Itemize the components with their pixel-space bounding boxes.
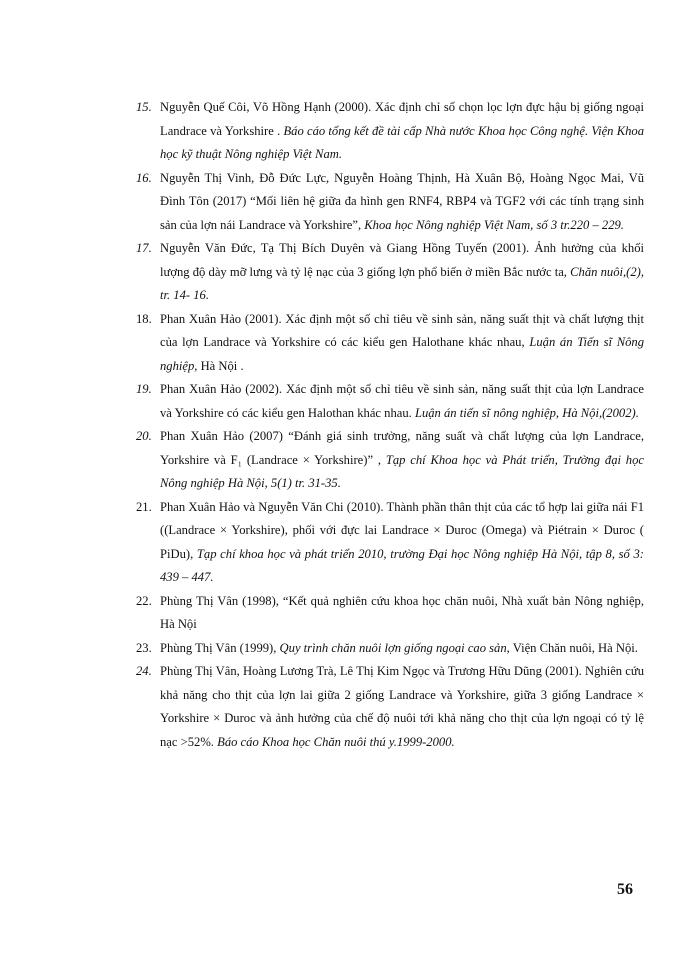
reference-source: Tạp chí Khoa học và Phát triển, Trường đại học Nông nghiệp Hà Nội, 5(1) tr. 31-35. bbox=[160, 452, 644, 490]
reference-source: Báo cáo Khoa học Chăn nuôi thú y.1999-2000. bbox=[217, 734, 455, 749]
reference-text: Phùng Thị Vân (1998), “Kết quả nghiên cứu khoa học chăn nuôi, Nhà xuất bản Nông nghiệp, Hà Nội bbox=[160, 593, 644, 631]
reference-text: Nguyễn Văn Đức, Tạ Thị Bích Duyên và Giang Hồng Tuyến (2001). Ảnh hưởng của khối lượng độ dày mỡ lưng và tỷ lệ nạc của 3 giống lợn phổ biến ở miền Bắc nước ta, bbox=[160, 241, 644, 279]
reference-list bbox=[136, 96, 644, 754]
reference-number: 19. bbox=[136, 382, 152, 396]
reference-item bbox=[136, 378, 644, 425]
page-number: 56 bbox=[617, 881, 633, 898]
reference-source: Luận án tiến sĩ nông nghiệp, Hà Nội,(2002). bbox=[414, 405, 639, 420]
reference-number: 17. bbox=[136, 241, 152, 255]
reference-source: Chăn nuôi,(2), tr. 14- 16. bbox=[160, 264, 644, 302]
reference-source: Báo cáo tổng kết đề tài cấp Nhà nước Khoa học Công nghệ. Viện Khoa học kỹ thuật Nông nghiệp Việt Nam. bbox=[160, 123, 645, 161]
reference-source: Luận án Tiến sĩ Nông nghiệp bbox=[160, 335, 645, 373]
reference-item bbox=[136, 637, 644, 661]
reference-text: Phùng Thị Vân, Hoàng Lương Trà, Lê Thị Kim Ngọc và Trương Hữu Dũng (2001). Nghiên cứu khả năng cho thịt của lợn lai giữa 2 giống Landrace và Yorkshire, giữa 3 giống Landrace × Yorkshire × Duroc và ảnh hưởng của chế độ nuôi tới khả năng cho thịt của lợn ngoại có tỷ lệ nạc >52%. bbox=[160, 664, 644, 749]
reference-item bbox=[136, 96, 644, 167]
reference-item bbox=[136, 590, 644, 637]
reference-text: Phan Xuân Hảo (2002). Xác định một số chỉ tiêu về sinh sản, năng suất thịt của lợn Landrace và Yorkshire có các kiểu gen Halothan khác nhau. bbox=[160, 382, 644, 420]
reference-number: 21. bbox=[136, 499, 152, 514]
reference-tail: , Hà Nội . bbox=[194, 358, 244, 373]
reference-item bbox=[136, 237, 644, 308]
reference-number: 18. bbox=[136, 311, 152, 326]
reference-source: Quy trình chăn nuôi lợn giống ngoại cao sản bbox=[279, 640, 507, 655]
reference-number: 15. bbox=[136, 100, 152, 114]
reference-number: 23. bbox=[136, 640, 152, 655]
reference-item bbox=[136, 167, 644, 238]
reference-item bbox=[136, 425, 644, 496]
reference-number: 24. bbox=[136, 664, 152, 678]
reference-text: Phan Xuân Hảo (2007) “Đánh giá sinh trưởng, năng suất và chất lượng của lợn Landrace, Yorkshire và F₁ (Landrace × Yorkshire)” , bbox=[160, 429, 644, 467]
reference-source: Tạp chí khoa học và phát triển 2010, trường Đại học Nông nghiệp Hà Nội, tập 8, số 3: 439 – 447. bbox=[160, 546, 645, 584]
reference-item bbox=[136, 496, 644, 590]
reference-text: Phan Xuân Hảo và Nguyễn Văn Chi (2010). Thành phần thân thịt của các tổ hợp lai giữa nái F1 ((Landrace × Yorkshire), phối với đực lai Landrace × Duroc (Omega) và Piétrain × Duroc ( PiDu), bbox=[160, 499, 644, 561]
reference-text: Nguyễn Quế Côi, Võ Hồng Hạnh (2000). Xác định chỉ số chọn lọc lợn đực hậu bị giống ngoại Landrace và Yorkshire . bbox=[160, 100, 644, 138]
reference-text: Phùng Thị Vân (1999), bbox=[160, 640, 277, 655]
reference-number: 16. bbox=[136, 170, 152, 185]
reference-source: Khoa học Nông nghiệp Việt Nam, số 3 tr.220 – 229. bbox=[364, 217, 624, 232]
reference-number: 22. bbox=[136, 593, 152, 608]
reference-number: 20. bbox=[136, 429, 152, 443]
reference-text: Nguyễn Thị Vinh, Đỗ Đức Lực, Nguyễn Hoàng Thịnh, Hà Xuân Bộ, Hoàng Ngọc Mai, Vũ Đình Tôn (2017) “Mối liên hệ giữa đa hình gen RNF4, RBP4 và TGF2 với các tính trạng sinh sản của lợn nái Landrace và Yorkshire”, bbox=[160, 170, 644, 232]
reference-item bbox=[136, 660, 644, 754]
reference-item bbox=[136, 308, 644, 379]
reference-tail: , Viện Chăn nuôi, Hà Nội. bbox=[506, 640, 638, 655]
reference-text: Phan Xuân Hảo (2001). Xác định một số chỉ tiêu về sinh sản, năng suất thịt và chất lượng thịt của lợn Landrace và Yorkshire có các kiểu gen Halothane khác nhau, bbox=[160, 311, 644, 349]
